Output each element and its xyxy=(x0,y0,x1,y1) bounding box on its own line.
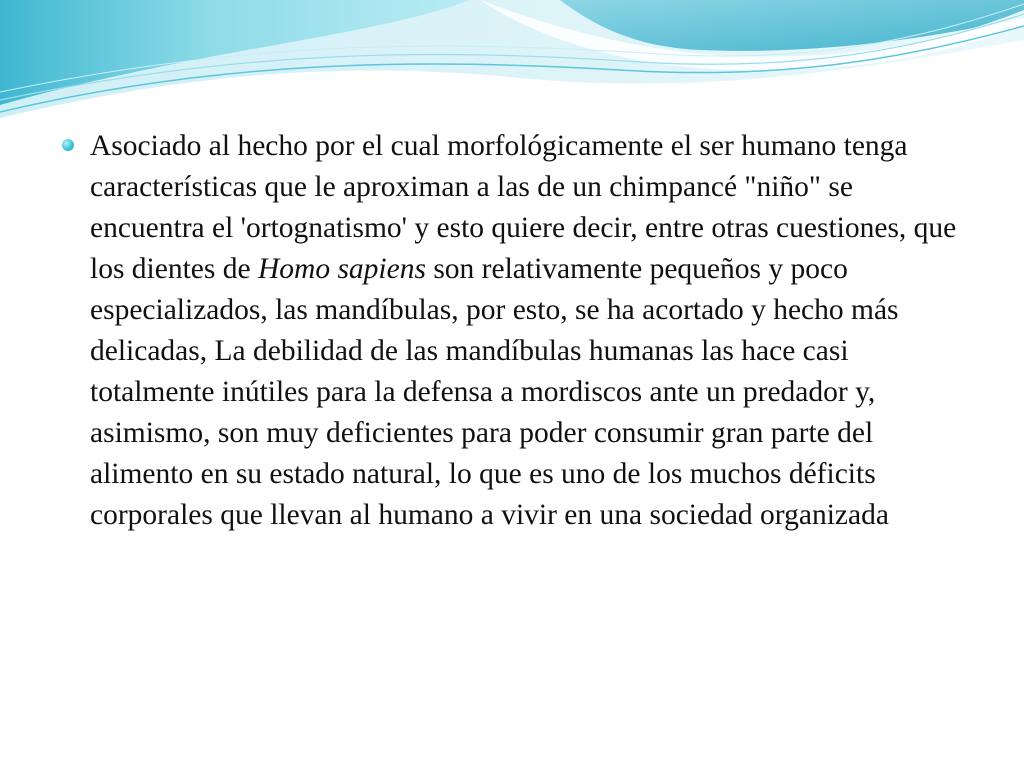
species-name-italic: Homo sapiens xyxy=(257,253,426,285)
slide-body xyxy=(62,126,962,536)
wave-header-decoration xyxy=(0,0,1024,130)
bullet-dot-icon xyxy=(62,139,74,151)
bullet-text-part-2: son relativamente pequeños y poco especializados, las mandíbulas, por esto, se ha acortado y hecho más delicadas, La debilidad de las mandíbulas humanas las hace casi totalmente inútiles para la defensa a mordiscos ante un predador y, asimismo, son muy deficientes para poder consumir gran parte del alimento en su estado natural, lo que es uno de los muchos déficits corporales que llevan al humano a vivir en una sociedad organizada xyxy=(90,253,899,531)
bullet-text xyxy=(90,126,962,536)
bullet-item xyxy=(62,126,962,536)
bullet-text-part-1: Asociado al hecho por el cual morfológicamente el ser humano tenga características que le aproximan a las de un chimpancé "niño" se encuentra el 'ortognatismo' y esto quiere decir, entre otras cuestiones, que los dientes de xyxy=(90,130,957,285)
